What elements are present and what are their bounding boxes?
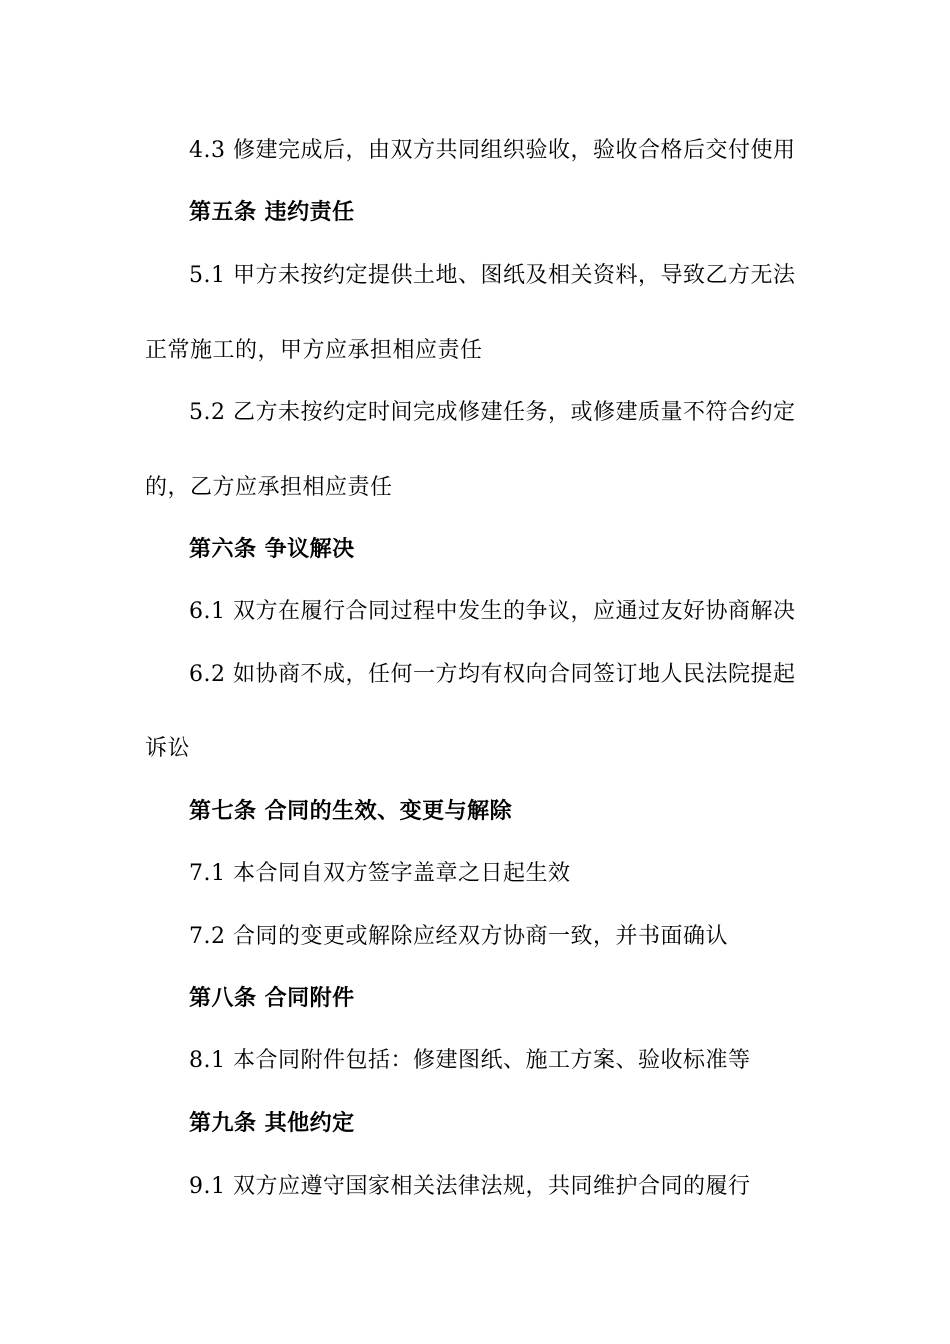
article-6-heading: 第六条 争议解决 [189,537,355,562]
clause-5-1: 5.1 甲方未按约定提供土地、图纸及相关资料，导致乙方无法 [189,263,796,288]
article-8-heading: 第八条 合同附件 [189,986,355,1011]
article-5-heading: 第五条 违约责任 [189,200,355,225]
clause-5-2-continued: 的，乙方应承担相应责任 [145,475,393,500]
clause-6-2-continued: 诉讼 [145,736,191,761]
clause-7-2: 7.2 合同的变更或解除应经双方协商一致，并书面确认 [189,924,728,949]
clause-5-1-continued: 正常施工的，甲方应承担相应责任 [145,338,483,363]
clause-6-1: 6.1 双方在履行合同过程中发生的争议，应通过友好协商解决 [189,599,796,624]
article-7-heading: 第七条 合同的生效、变更与解除 [189,799,513,824]
clause-7-1: 7.1 本合同自双方签字盖章之日起生效 [189,861,571,886]
clause-8-1: 8.1 本合同附件包括：修建图纸、施工方案、验收标准等 [189,1048,751,1073]
clause-6-2: 6.2 如协商不成，任何一方均有权向合同签订地人民法院提起 [189,662,796,687]
clause-5-2: 5.2 乙方未按约定时间完成修建任务，或修建质量不符合约定 [189,400,796,425]
clause-9-1: 9.1 双方应遵守国家相关法律法规，共同维护合同的履行 [189,1174,751,1199]
clause-4-3: 4.3 修建完成后，由双方共同组织验收，验收合格后交付使用 [189,138,796,163]
article-9-heading: 第九条 其他约定 [189,1111,355,1136]
